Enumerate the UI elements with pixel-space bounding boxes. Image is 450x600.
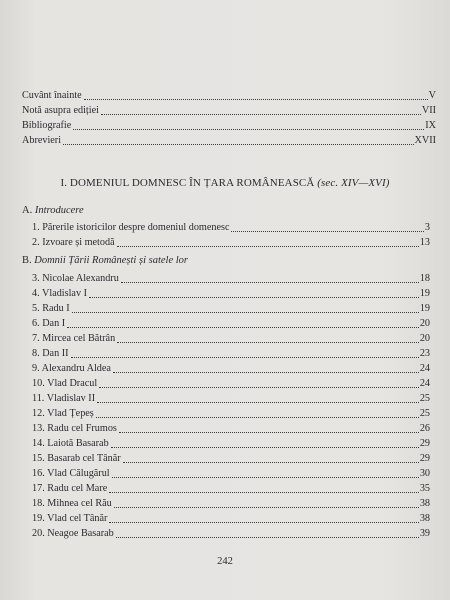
toc-entry-page: 38 [419,513,430,524]
toc-entry-page: 19 [419,288,430,299]
toc-entry-page: XVII [414,135,436,146]
dot-leader [99,386,419,388]
toc-entry-title: 15. Basarab cel Tânăr [32,453,121,464]
section-letter: A. [22,205,33,216]
toc-entry [32,363,430,375]
toc-entry-title: 9. Alexandru Aldea [32,363,111,374]
toc-entry-title: 16. Vlad Călugărul [32,468,110,479]
toc-entry-title: 17. Radu cel Mare [32,483,108,494]
section-letter: B. [22,255,32,266]
toc-entry-page: 38 [419,498,430,509]
toc-entry-front-matter [22,90,436,102]
toc-entry [32,423,430,435]
toc-entry-page: 35 [419,483,430,494]
dot-leader [112,476,419,478]
toc-entry [32,438,430,450]
toc-entry-page: 20 [419,333,430,344]
toc-entry-title: Cuvânt înainte [22,90,82,101]
toc-entry [32,393,430,405]
dot-leader [119,431,419,433]
toc-entry-page: 26 [419,423,430,434]
toc-entry-title: 11. Vladislav II [32,393,96,404]
dot-leader [109,521,418,523]
toc-entry-title: 20. Neagoe Basarab [32,528,114,539]
toc-entry-page: 30 [419,468,430,479]
toc-entry-title: 5. Radu I [32,303,70,314]
dot-leader [114,506,419,508]
chapter-title: I. DOMENIUL DOMNESC ÎN ȚARA ROMÂNEASCĂ [60,177,315,189]
page-number: 242 [217,556,233,567]
dot-leader [116,536,419,538]
toc-entry-title: 4. Vladislav I [32,288,87,299]
toc-entry-page: IX [425,120,436,131]
section-title: Domnii Țării Românești și satele lor [34,255,188,266]
toc-entry-title: 14. Laiotă Basarab [32,438,109,449]
toc-entry [32,513,430,525]
section-title: Introducere [34,205,84,216]
toc-entry-page: 19 [419,303,430,314]
toc-entry [32,528,430,540]
toc-entry-page: 25 [419,393,430,404]
toc-entry-front-matter [22,135,436,147]
dot-leader [63,143,413,145]
toc-entry-page: 39 [419,528,430,539]
toc-entry [32,348,430,360]
dot-leader [111,446,419,448]
toc-entry-title: 10. Vlad Dracul [32,378,98,389]
dot-leader [96,416,419,418]
toc-entry [32,378,430,390]
toc-entry-title: Notă asupra ediției [22,105,99,116]
dot-leader [71,356,419,358]
toc-entry-page: 3 [424,222,430,233]
toc-entry-page: 18 [419,273,430,284]
toc-entry-title: Bibliografie [22,120,72,131]
dot-leader [73,128,424,130]
toc-entry-page: 24 [419,378,430,389]
toc-entry-title: 13. Radu cel Frumos [32,423,117,434]
toc-entry-page: 24 [419,363,430,374]
toc-entry [32,483,430,495]
toc-entry [32,273,430,285]
section-heading-b [22,255,188,267]
toc-entry [32,498,430,510]
dot-leader [117,341,419,343]
toc-entry [32,318,430,330]
toc-entry [32,333,430,345]
dot-leader [109,491,419,493]
dot-leader [117,245,419,247]
toc-entry [32,237,430,249]
toc-entry-title: 1. Părerile istoricilor despre domeniul domenesc [32,222,230,233]
toc-entry [32,453,430,465]
toc-entry [32,408,430,420]
toc-entry-front-matter [22,120,436,132]
section-heading-a [22,205,84,217]
toc-entry-title: 2. Izvoare și metodă [32,237,115,248]
toc-entry-page: 29 [419,453,430,464]
dot-leader [121,281,419,283]
toc-entry-page: 25 [419,408,430,419]
toc-entry-page: 23 [419,348,430,359]
dot-leader [113,371,419,373]
dot-leader [67,326,419,328]
toc-entry-title: 3. Nicolae Alexandru [32,273,119,284]
toc-entry [32,288,430,300]
dot-leader [89,296,419,298]
chapter-period: (sec. XIV—XVI) [317,177,390,189]
toc-entry-title: 12. Vlad Țepeș [32,408,94,419]
dot-leader [123,461,419,463]
toc-entry [32,303,430,315]
toc-entry [32,222,430,234]
dot-leader [231,230,423,232]
toc-entry-page: VII [421,105,436,116]
dot-leader [101,113,421,115]
toc-entry-title: 8. Dan II [32,348,69,359]
chapter-heading [0,177,450,189]
toc-entry-title: Abrevieri [22,135,62,146]
toc-entry-title: 7. Mircea cel Bătrân [32,333,116,344]
toc-entry-page: 20 [419,318,430,329]
toc-entry-title: 18. Mihnea cel Rău [32,498,112,509]
toc-entry-front-matter [22,105,436,117]
toc-entry-title: 6. Dan I [32,318,66,329]
toc-entry-page: 29 [419,438,430,449]
toc-entry-page: V [428,90,436,101]
toc-entry-title: 19. Vlad cel Tânăr [32,513,108,524]
dot-leader [84,98,428,100]
toc-entry-page: 13 [419,237,430,248]
dot-leader [72,311,419,313]
toc-entry [32,468,430,480]
dot-leader [97,401,419,403]
